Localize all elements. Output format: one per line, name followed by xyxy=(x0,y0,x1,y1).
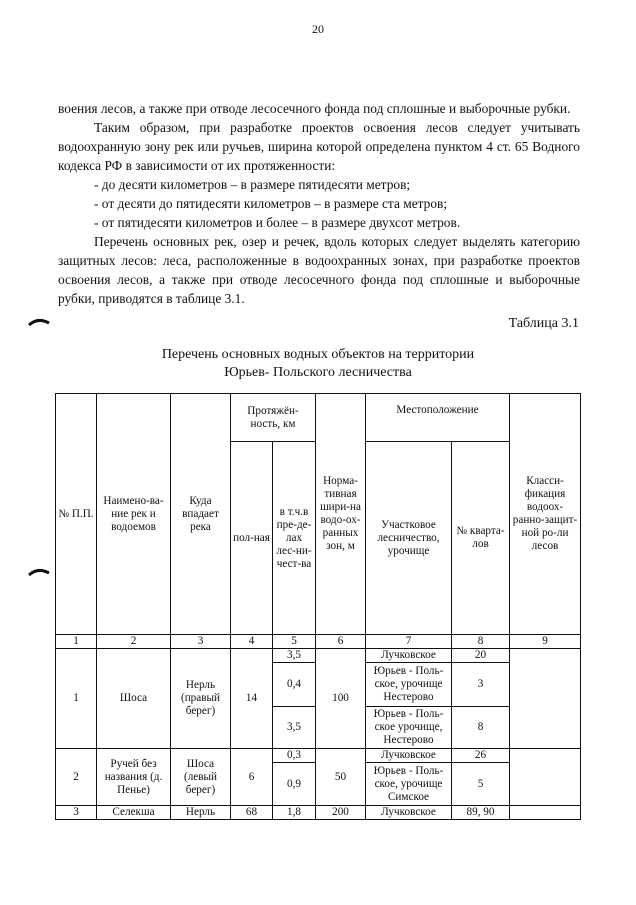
cell-length: 3,5 xyxy=(273,649,316,663)
column-number: 9 xyxy=(510,635,581,649)
column-number: 8 xyxy=(452,635,510,649)
cell-total: 68 xyxy=(231,806,273,820)
cell-quarters: 89, 90 xyxy=(452,806,510,820)
list-item: - от десяти до пятидесяти километров – в размере ста метров; xyxy=(94,196,448,211)
cell-no: 3 xyxy=(56,806,97,820)
cell-quarters: 26 xyxy=(452,749,510,763)
header-length-forest: в т.ч.в пре-де-лах лес-ни-чест-ва xyxy=(273,442,316,635)
cell-name: Селекша xyxy=(97,806,171,820)
list-item: - от пятидесяти километров и более – в размере двухсот метров. xyxy=(94,215,461,230)
table-title-line: Юрьев- Польского лесничества xyxy=(224,365,412,380)
cell-length: 1,8 xyxy=(273,806,316,820)
cell-norm: 200 xyxy=(316,806,366,820)
column-numbers-row xyxy=(56,635,581,649)
cell-location: Лучковское xyxy=(366,806,452,820)
column-number: 5 xyxy=(273,635,316,649)
cell-length: 0,3 xyxy=(273,749,316,763)
cell-classification xyxy=(510,806,581,820)
table-row xyxy=(56,806,581,820)
cell-length: 0,9 xyxy=(273,763,316,806)
cell-quarters: 8 xyxy=(452,707,510,749)
cell-classification xyxy=(510,749,581,806)
cell-location: Юрьев - Поль-ское, урочище Нестерово xyxy=(366,663,452,707)
cell-quarters: 20 xyxy=(452,649,510,663)
page-number: 20 xyxy=(312,22,324,36)
table-row xyxy=(56,649,581,663)
header-length-total: пол-ная xyxy=(231,442,273,635)
cell-flows: Шоса (левый берег) xyxy=(171,749,231,806)
paragraph: воения лесов, а также при отводе лесосечного фонда под сплошные и выборочные рубки. xyxy=(58,101,571,116)
column-number: 3 xyxy=(171,635,231,649)
header-quarters: № кварта-лов xyxy=(452,442,510,635)
header-no: № П.П. xyxy=(56,394,97,635)
paragraph: Таким образом, при разработке проектов освоения лесов следует учитывать водоохранную зону рек или ручьев, ширина которой определена пунктом 4 ст. 65 Водного кодекса РФ в зависимости от их протяженности: xyxy=(58,120,580,173)
cell-no: 2 xyxy=(56,749,97,806)
header-name: Наимено-ва-ние рек и водоемов xyxy=(97,394,171,635)
cell-total: 14 xyxy=(231,649,273,749)
header-location: Местоположение xyxy=(366,394,510,442)
header-length: Протяжён-ность, км xyxy=(231,394,316,442)
cell-name: Ручей без названия (д. Пенье) xyxy=(97,749,171,806)
cell-location: Юрьев - Поль-ское урочище, Нестерово xyxy=(366,707,452,749)
paragraph: Перечень основных рек, озер и речек, вдоль которых следует выделять категорию защитных лесов: леса, расположенные в водоохранных зонах, при разработке проектов освоения лесов, а также при отводе лесосечного фонда под сплошные и выборочные рубки, приводятся в таблице 3.1. xyxy=(58,234,580,306)
column-number: 6 xyxy=(316,635,366,649)
cell-flows: Нерль xyxy=(171,806,231,820)
cell-total: 6 xyxy=(231,749,273,806)
table-title-line: Перечень основных водных объектов на территории xyxy=(161,347,475,362)
header-flows-into: Куда впадает река xyxy=(171,394,231,635)
column-number: 1 xyxy=(56,635,97,649)
cell-norm: 100 xyxy=(316,649,366,749)
header-district: Участковое лесничество, урочище xyxy=(366,442,452,635)
cell-flows: Нерль (правый берег) xyxy=(171,649,231,749)
water-objects-table xyxy=(55,393,581,820)
body-text xyxy=(58,99,580,308)
header-classification: Класси-фикация водоох-ранно-защит-ной ро-ли лесов xyxy=(510,394,581,635)
cell-classification xyxy=(510,649,581,749)
scan-mark xyxy=(28,568,50,576)
table-label: Таблица 3.1 xyxy=(508,316,579,331)
column-number: 2 xyxy=(97,635,171,649)
column-number: 4 xyxy=(231,635,273,649)
column-number: 7 xyxy=(366,635,452,649)
cell-no: 1 xyxy=(56,649,97,749)
table-row xyxy=(56,749,581,763)
cell-location: Юрьев - Поль-ское, урочище Симское xyxy=(366,763,452,806)
header-norm-width: Норма-тивная шири-на водо-ох-ранных зон, м xyxy=(316,394,366,635)
cell-name: Шоса xyxy=(97,649,171,749)
cell-norm: 50 xyxy=(316,749,366,806)
scan-mark xyxy=(28,318,50,326)
cell-quarters: 3 xyxy=(452,663,510,707)
cell-quarters: 5 xyxy=(452,763,510,806)
table-title xyxy=(0,346,636,382)
cell-location: Лучковское xyxy=(366,649,452,663)
cell-length: 0,4 xyxy=(273,663,316,707)
cell-location: Лучковское xyxy=(366,749,452,763)
cell-length: 3,5 xyxy=(273,707,316,749)
list-item: - до десяти километров – в размере пятидесяти метров; xyxy=(94,177,411,192)
